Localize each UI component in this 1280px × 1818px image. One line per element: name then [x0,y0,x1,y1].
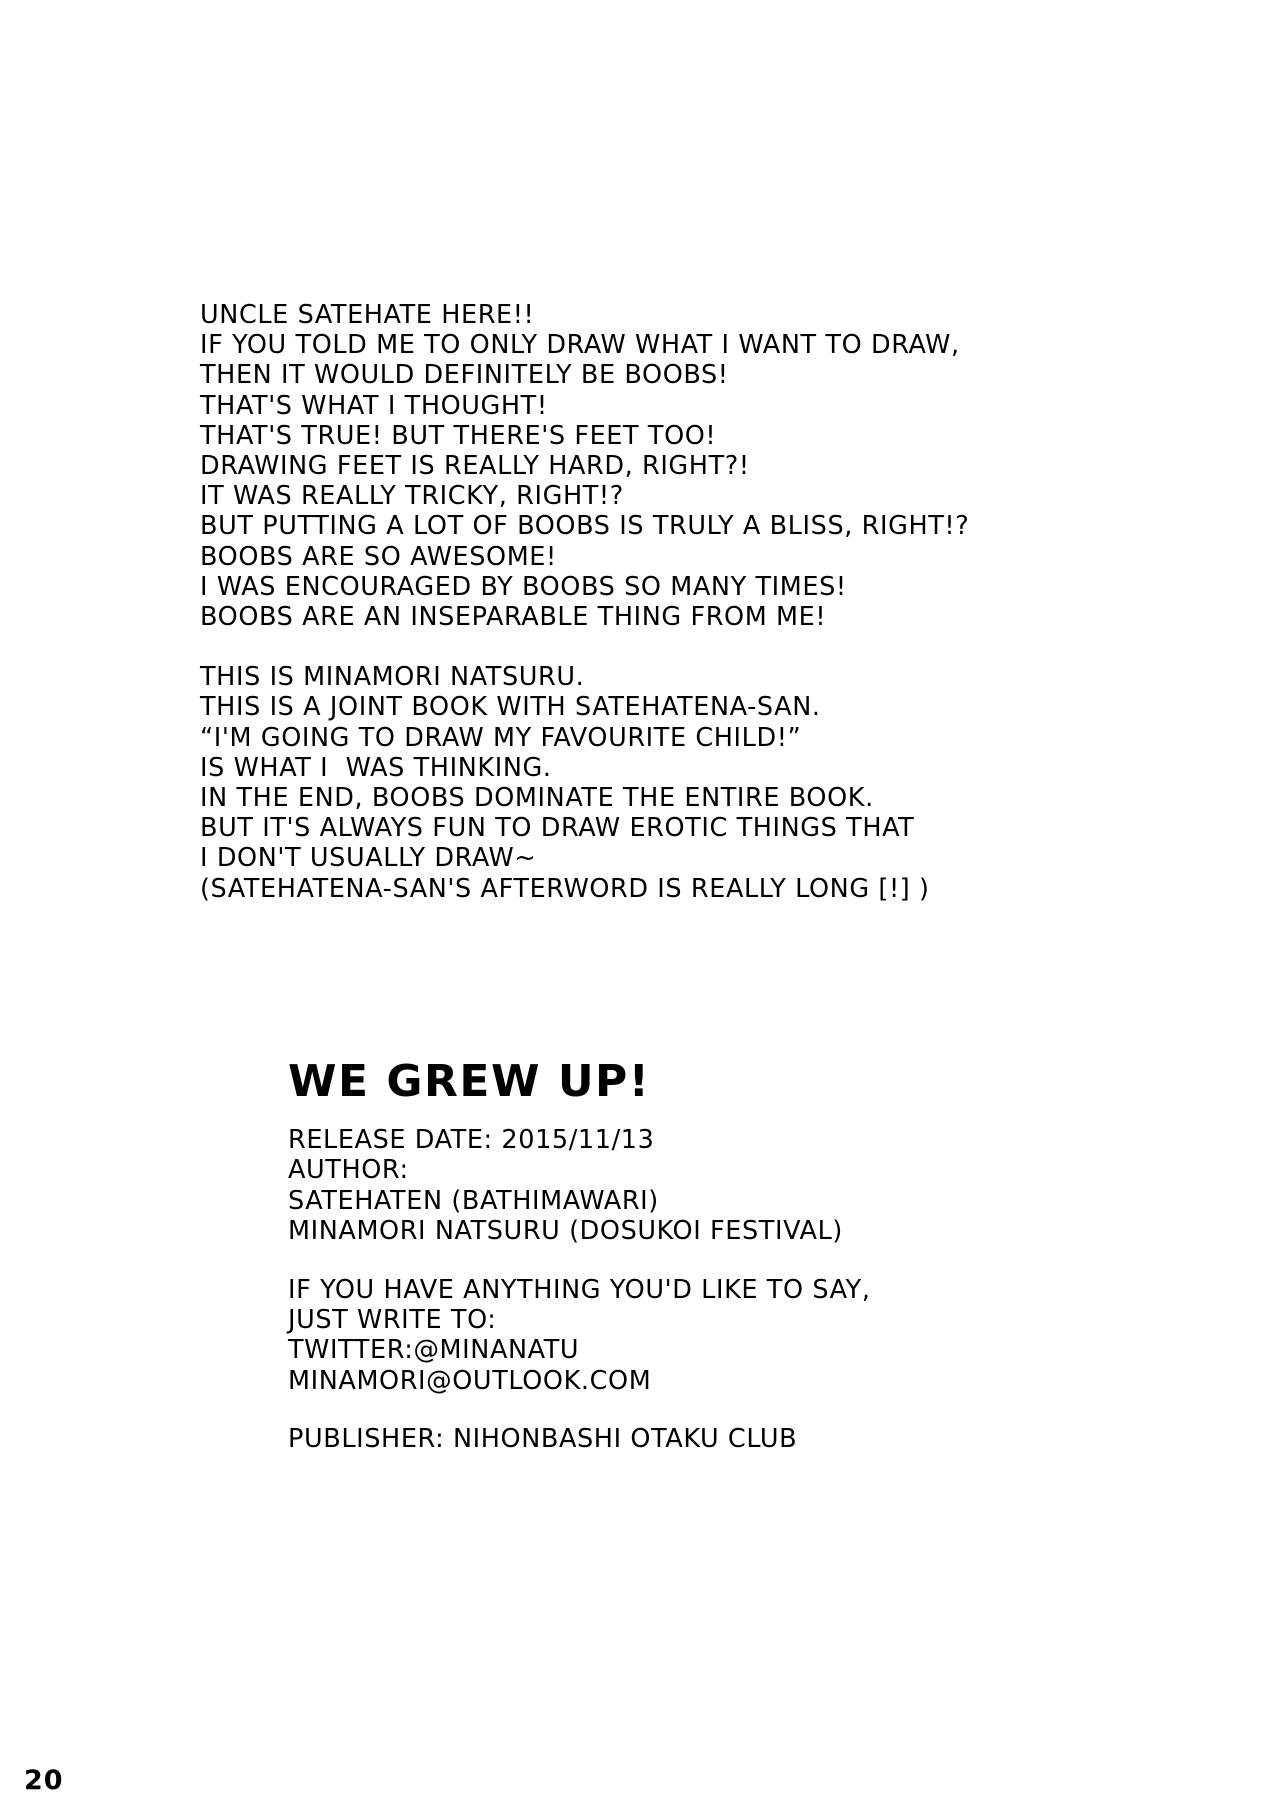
colophon-line: JUST WRITE TO: [288,1305,497,1336]
colophon-line: PUBLISHER: NIHONBASHI OTAKU CLUB [288,1424,798,1455]
afterword-line: BOOBS ARE AN INSEPARABLE THING FROM ME! [200,602,827,633]
afterword-line: (SATEHATENA-SAN'S AFTERWORD IS REALLY LONG [!] ) [200,873,930,904]
colophon-line: AUTHOR: [288,1155,409,1186]
afterword-line: UNCLE SATEHATE HERE!! [200,300,535,330]
paragraph-spacer [288,1247,1148,1275]
afterword-line: BUT IT'S ALWAYS FUN TO DRAW EROTIC THINGS THAT [200,813,915,844]
paragraph-spacer [200,632,1120,662]
afterword-line: BOOBS ARE SO AWESOME! [200,541,557,572]
afterword-line: IS WHAT I WAS THINKING. [200,752,552,783]
afterword-line: “I'M GOING TO DRAW MY FAVOURITE CHILD!” [200,722,802,753]
afterword-line: IN THE END, BOOBS DOMINATE THE ENTIRE BOOK. [200,783,874,814]
afterword-line: DRAWING FEET IS REALLY HARD, RIGHT?! [200,451,750,482]
colophon-line: TWITTER:@MINANATU [288,1335,580,1366]
afterword-line: IT WAS REALLY TRICKY, RIGHT!? [200,481,624,512]
book-title: WE GREW UP! [288,1056,651,1107]
page-number: 20 [24,1765,64,1796]
afterword-line: IF YOU TOLD ME TO ONLY DRAW WHAT I WANT TO DRAW, [200,330,960,361]
afterword-line: I DON'T USUALLY DRAW~ [200,843,537,874]
colophon-line: SATEHATEN (BATHIMAWARI) [288,1185,659,1216]
afterword-line: THAT'S TRUE! BUT THERE'S FEET TOO! [200,420,717,451]
afterword-line: I WAS ENCOURAGED BY BOOBS SO MANY TIMES! [200,571,847,602]
afterword-line: THEN IT WOULD DEFINITELY BE BOOBS! [200,360,729,391]
colophon-line: MINAMORI NATSURU (DOSUKOI FESTIVAL) [288,1216,843,1247]
colophon-line: RELEASE DATE: 2015/11/13 [288,1125,655,1155]
afterword-line: THIS IS MINAMORI NATSURU. [200,662,585,693]
paragraph-spacer [288,1396,1148,1424]
colophon-line: IF YOU HAVE ANYTHING YOU'D LIKE TO SAY, [288,1274,871,1305]
afterword-line: THIS IS A JOINT BOOK WITH SATEHATENA-SAN. [200,692,821,723]
afterword-line: BUT PUTTING A LOT OF BOOBS IS TRULY A BLISS, RIGHT!? [200,511,970,542]
colophon-section [288,1055,1148,1455]
afterword-line: THAT'S WHAT I THOUGHT! [200,390,548,421]
afterword-section [200,300,1120,904]
colophon-line: MINAMORI@OUTLOOK.COM [288,1365,652,1396]
